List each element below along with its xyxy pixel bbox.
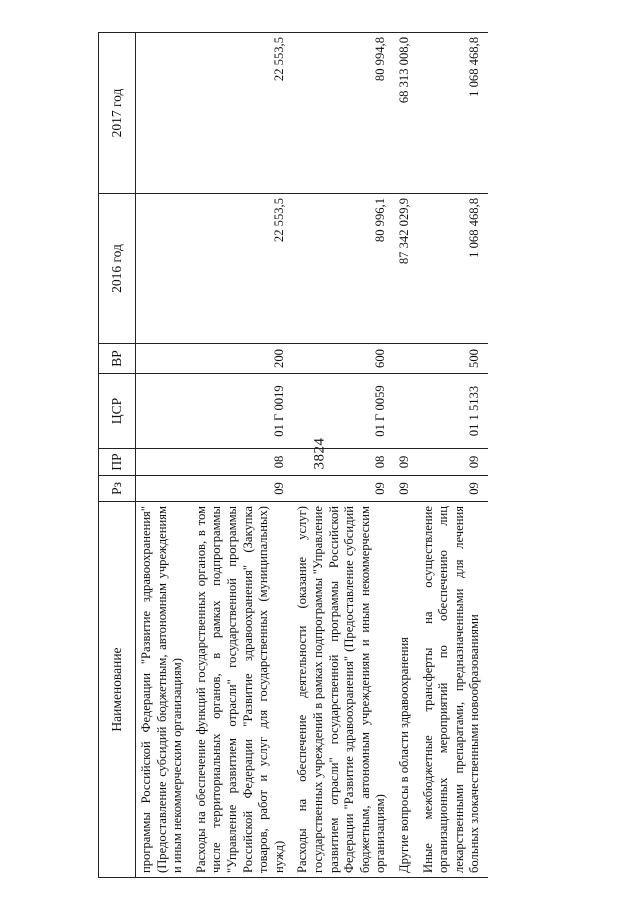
header-csr: ЦСР [99,374,136,449]
row-rz: 09 [292,476,394,502]
row-name: Иные межбюджетные трансферты на осуществление организационных мероприятий по обеспечению лиц лекарственными препаратами, предназначенными для лечения больных злокачественными новообразованиями [418,502,488,878]
row-rz: 09 [418,476,488,502]
row-name: Другие вопросы в области здравоохранения [394,502,418,878]
row-2017: 22 553,5 [191,33,293,194]
row-rz: 09 [394,476,418,502]
budget-table [98,32,488,878]
row-vr [394,344,418,374]
row-csr [394,374,418,449]
table-row [292,33,394,878]
header-2016: 2016 год [99,194,136,344]
row-pr: 08 [191,449,293,476]
header-2017: 2017 год [99,33,136,194]
page-number-text: 3824 [311,437,328,469]
row-csr: 01 Г 0019 [191,374,293,449]
row-rz [136,476,191,502]
row-pr [136,449,191,476]
row-2016 [136,194,191,344]
row-name: Расходы на обеспечение функций государственных органов, в том числе территориальных органов, в рамках подпрограммы "Управление развитием отрасли" государственной программы Российской Федерации "Развитие здравоохранения" (Закупка товаров, работ и услуг для государственных (муниципальных) нужд) [191,502,293,878]
row-2016: 1 068 468,8 [418,194,488,344]
rotated-table-container [98,33,617,878]
row-2017: 68 313 008,0 [394,33,418,194]
row-name: Расходы на обеспечение деятельности (оказание услуг) государственных учреждений в рамках подпрограммы "Управление развитием отрасли" государственной программы Российской Федерации "Развитие здравоохранения" (Предоставление субсидий бюджетным, автономным учреждениям и иным некоммерческим организациям) [292,502,394,878]
row-vr: 500 [418,344,488,374]
table-row [191,33,293,878]
row-vr [136,344,191,374]
row-vr: 200 [191,344,293,374]
table-header-row [99,33,136,878]
row-2016: 22 553,5 [191,194,293,344]
row-name: программы Российской Федерации "Развитие здравоохранения" (Предоставление субсидий бюджетным, автономным учреждениям и иным некоммерческим организациям) [136,502,191,878]
row-csr: 01 Г 0059 [292,374,394,449]
table-row [136,33,191,878]
row-2016: 80 996,1 [292,194,394,344]
row-pr: 09 [394,449,418,476]
row-vr: 600 [292,344,394,374]
table-row [418,33,488,878]
row-pr: 09 [418,449,488,476]
row-csr [136,374,191,449]
row-csr: 01 1 5133 [418,374,488,449]
row-2017: 1 068 468,8 [418,33,488,194]
row-2017 [136,33,191,194]
row-rz: 09 [191,476,293,502]
table-row [394,33,418,878]
header-vr: ВР [99,344,136,374]
header-rz: Рз [99,476,136,502]
row-pr: 08 [292,449,394,476]
header-pr: ПР [99,449,136,476]
row-2017: 80 994,8 [292,33,394,194]
header-name: Наименование [99,502,136,878]
row-2016: 87 342 029,9 [394,194,418,344]
